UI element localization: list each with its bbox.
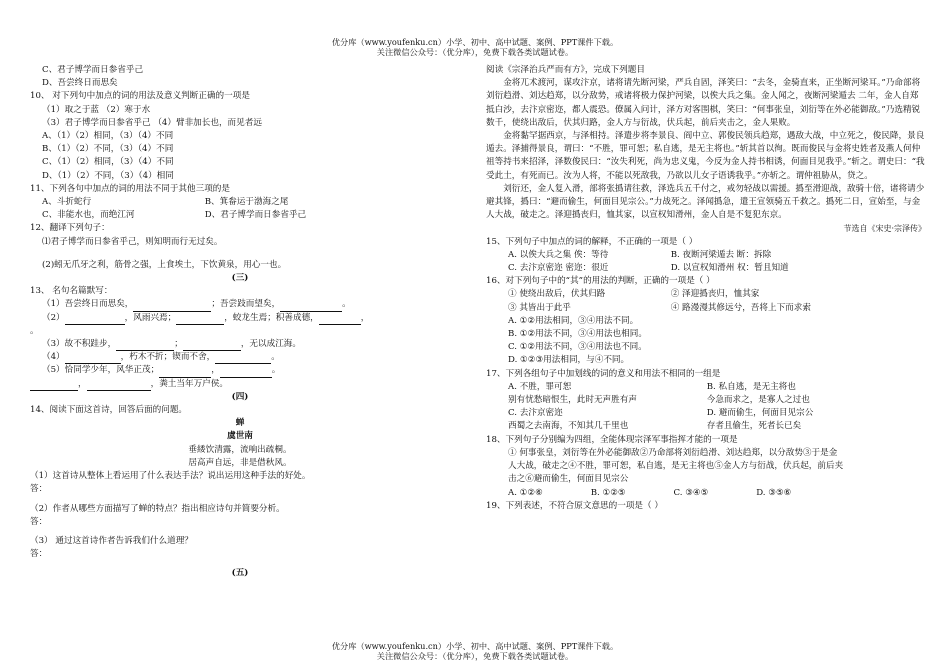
- q12-sentence-2: (2)蚓无爪牙之利，筋骨之强，上食埃土，下饮黄泉，用心一也。: [42, 259, 287, 270]
- q17-option-c: C. 去汴京密迩: [508, 408, 563, 419]
- q17-option-d-pair: 存者且偷生，死者长已矣: [706, 421, 802, 432]
- q18-option-a: A. ①②⑥: [508, 487, 543, 498]
- question-19: 19、下列表述，不符合原文意思的一项是（ ）: [486, 500, 663, 511]
- poem-line-2: 居高声自远，非是借秋风。: [188, 457, 292, 468]
- q13-2-blank-1[interactable]: [65, 315, 125, 325]
- q13-1-text-b: ；吾尝跂而望矣，: [211, 299, 281, 310]
- q13-5-blank-3[interactable]: [30, 381, 78, 391]
- q16-item-1: ① 使绕出敌后，伏其归路: [508, 289, 606, 300]
- q10-option-a: A、（1）（2）相同，（3）（4）不同: [42, 131, 174, 142]
- q16-item-4: ④ 路漫漫其修远兮，吾将上下而求索: [670, 302, 811, 313]
- q15-option-b: B. 夜断河梁遁去 断：拆除: [670, 249, 772, 260]
- section-4-heading: (四): [231, 391, 249, 402]
- question-16: 16、对下列句子中的“其”的用法的判断，正确的一项是（ ）: [486, 276, 715, 287]
- q11-option-b: B、箕畚运于渤海之尾: [204, 197, 289, 208]
- passage-paragraph-1: 金将兀术渡河，谋攻汴京，诸将请先断河梁，严兵自固，泽笑曰：“去冬，金骑直来，正坐断河梁耳。”乃命部将刘衍趋滑、刘达趋郑，以分敌势，戒诸将极力保护河梁，以俟大兵之集。金人闻之，夜断河梁遁去 二年，金人自郑抵白沙，去汴京密迩，都人震恐。僚属入问计，泽方对客围棋，笑曰：“何事张皇，刘衍等在外必能御敌。”乃选精锐数千，使绕出敌后，伏其归路，金人方与衍战，伏兵起，前后夹击之，金人果败。: [486, 78, 921, 128]
- q10-item-1: （1）取之于蓝 （2）寒于水: [42, 104, 151, 115]
- footer-line-2: 关注微信公众号：（优分库），免费下载各类试题试卷。: [376, 651, 574, 661]
- q13-5-blank-1[interactable]: [159, 368, 211, 378]
- q17-option-a: A. 不胜，罪可恕: [508, 381, 572, 392]
- option-c: C、君子博学而日参省乎己: [42, 65, 144, 75]
- q13-5-text-d: ，: [78, 378, 87, 389]
- left-column: [30, 64, 450, 581]
- q13-5-text-e: ，粪土当年万户侯。: [150, 378, 228, 389]
- q13-2-blank-3[interactable]: [319, 315, 361, 325]
- question-12: 12、翻译下列句子：: [30, 223, 110, 234]
- passage-intro: 阅读《宗泽治兵严而有方》，完成下列题目: [486, 65, 645, 75]
- q12-sentence-1: ⑴君子博学而日参省乎己，则知明而行无过矣。: [42, 236, 223, 247]
- q16-item-2: ② 泽迎撝丧归，恤其家: [670, 289, 760, 300]
- q13-4-blank-1[interactable]: [65, 354, 121, 364]
- q18-text-line-2: 人大战，破走之④不胜，罪可恕，私自逃，是无主将也⑤金人方与衍战，伏兵起，前后夹: [508, 461, 844, 472]
- q13-5-text-b: ，: [211, 365, 220, 376]
- q14-sub-3: （3） 通过这首诗作者告诉我们什么道理？: [30, 535, 193, 546]
- q13-3-text-c: ，无以成江海。: [240, 339, 301, 350]
- footer-line-1: 优分库（www.youfenku.cn）小学、初中、高中试题、案例、PPT课件下载。: [331, 641, 619, 651]
- q11-option-a: A、斗折蛇行: [42, 197, 92, 208]
- q14-answer-1: 答：: [30, 484, 48, 495]
- q13-2-text-a: （2）: [42, 312, 65, 323]
- q17-option-d: D. 避而偷生，何面目见宗公: [706, 408, 814, 419]
- q15-option-d: D. 以宣权知滑州 权：暂且知道: [670, 263, 789, 274]
- q16-option-a: A. ①②用法相同，③④用法不同。: [508, 315, 639, 326]
- q13-2-text-d: ，: [360, 312, 370, 323]
- section-3-heading: (三): [231, 273, 249, 284]
- q10-option-b: B、（1）（2）不同，（3）（4）不同: [42, 144, 174, 155]
- q16-option-c: C. ①②用法不同，③④用法也不同。: [508, 342, 647, 353]
- header-line-2: 关注微信公众号：（优分库），免费下载各类试题试卷。: [376, 47, 574, 57]
- q10-option-d: D、（1）（2）不同，（3）（4）相同: [42, 170, 174, 181]
- q13-2-text-c: ，蛟龙生焉；积善成德，: [224, 312, 319, 323]
- passage-paragraph-2: 金将黏罕据西京，与泽相持。泽遣步将李景良、阎中立、郭俊民领兵趋郑，遇敌大战，中立死之，俊民降，景良遁去。泽捕得景良，谓曰：“不胜，罪可恕；私自逃，是无主将也。”斩其首以徇。既而俊民与金将史姓者及燕人何仲祖等持书来招泽，泽数俊民曰：“汝失利死，尚为忠义鬼，今反为金人持书相诱，何面目见我乎。”斩之。谓史曰：“我受此土，有死而已。汝为人将，不能以死敌我，乃欲以儿女子语诱我乎。”亦斩之。谓仲祖胁从，贷之。: [486, 131, 925, 181]
- q11-option-d: D、君子博学而日参省乎己: [204, 210, 307, 221]
- page-footer: [0, 641, 950, 661]
- q13-3-blank-2[interactable]: [183, 341, 241, 351]
- right-column: [486, 64, 926, 513]
- q14-sub-1: （1）这首诗从整体上看运用了什么表达手法？说出运用这种手法的好处。: [30, 471, 311, 482]
- page-header: [0, 37, 950, 57]
- q13-1-blank-2[interactable]: [280, 302, 342, 312]
- q13-1-text-a: （1）吾尝终日而思矣，: [42, 299, 134, 310]
- q18-text-line-1: ① 何事张皇，刘衍等在外必能御敌②乃命部将刘衍趋滑、刘达趋郑，以分敌势③于是金: [508, 447, 838, 458]
- q14-sub-2: （2）作者从哪些方面描写了蝉的特点？指出相应诗句并简要分析。: [30, 503, 285, 514]
- q13-4-text-b: ，朽木不折；锲而不舍，: [120, 352, 216, 363]
- q17-option-a-pair: 别有忧愁暗恨生，此时无声胜有声: [508, 395, 637, 406]
- section-5-heading: (五): [231, 568, 249, 579]
- poem-line-1: 垂緌饮清露，流响出疏桐。: [188, 444, 292, 455]
- q18-option-d: D. ③⑤⑥: [756, 487, 792, 498]
- q13-4-text-a: （4）: [42, 352, 65, 363]
- question-15: 15、下列句子中加点的词的解释，不正确的一项是（ ）: [486, 236, 698, 247]
- q14-answer-3: 答：: [30, 549, 48, 560]
- q17-option-b-pair: 今急而求之，是寡人之过也: [706, 395, 810, 406]
- passage-paragraph-3: 刘衍还，金人复入滑，部将张撝请往救，泽选兵五千付之，戒勿轻战以需援。撝至滑迎战，敌骑十倍，诸将请少避其锋，撝曰：“避而偷生，何面目见宗公。”力战死之。泽闻撝急，遣王宣领骑五千救之。撝死二日，宣始至，与金人大战，破走之。泽迎撝丧归，恤其家，以宣权知滑州，金人自是不复犯东京。: [486, 183, 925, 221]
- q13-2-text-e: 。: [30, 325, 39, 336]
- q13-2-blank-2[interactable]: [176, 315, 224, 325]
- option-d: D、吾尝终日而思矣: [42, 78, 118, 89]
- q13-4-blank-2[interactable]: [215, 354, 271, 364]
- poem-author: 虞世南: [227, 431, 253, 442]
- header-line-1: 优分库（www.youfenku.cn）小学、初中、高中试题、案例、PPT课件下载。: [331, 37, 619, 47]
- q17-option-c-pair: 西蜀之去南海，不知其几千里也: [508, 421, 629, 432]
- question-10: 10、 对下列句中加点的词的用法及意义判断正确的一项是: [30, 91, 250, 102]
- q13-5-text-a: （5）恰同学少年，风华正茂；: [42, 365, 160, 376]
- question-11: 11、下列各句中加点的词的用法不同于其他三项的是: [30, 183, 230, 194]
- question-17: 17、下列各组句子中加划线的词的意义和用法不相同的一组是: [486, 368, 721, 379]
- poem-title: 蝉: [235, 418, 245, 429]
- question-13: 13、 名句名篇默写：: [30, 286, 113, 297]
- question-14: 14、阅读下面这首诗，回答后面的问题。: [30, 405, 188, 416]
- q17-option-b: B. 私自逃，是无主将也: [706, 381, 796, 392]
- passage-source: 节选自《宋史·宗泽传》: [843, 224, 926, 234]
- q13-3-text-a: （3）故不积跬步，: [42, 339, 117, 350]
- q15-option-c: C. 去汴京密迩 密迩：很近: [508, 263, 609, 274]
- q18-option-b: B. ①②⑤: [590, 487, 626, 498]
- q13-5-blank-4[interactable]: [87, 381, 151, 391]
- q18-text-line-3: 击之⑥避而偷生，何面目见宗公: [508, 474, 629, 485]
- q11-option-c: C、非能水也，而绝江河: [42, 210, 135, 221]
- q18-option-c: C. ③④⑤: [673, 487, 709, 498]
- q13-1-blank-1[interactable]: [133, 302, 211, 312]
- q13-1-text-c: 。: [342, 299, 351, 310]
- q10-option-c: C、（1）（2）相同，（3）（4）不同: [42, 157, 174, 168]
- q15-option-a: A. 以俟大兵之集 俟：等待: [508, 249, 609, 260]
- q16-option-d: D. ①②③用法相同，与④不同。: [508, 355, 630, 366]
- q16-item-3: ③ 其皆出于此乎: [508, 302, 571, 313]
- q13-5-text-c: 。: [271, 365, 281, 376]
- q13-2-text-b: ，风雨兴焉；: [124, 312, 177, 323]
- question-18: 18、下列句子分别编为四组，全能体现宗泽军事指挥才能的一项是: [486, 434, 738, 445]
- q10-item-2: （3）君子博学而日参省乎己 （4）臂非加长也，而见者远: [42, 117, 262, 128]
- q13-3-blank-1[interactable]: [116, 341, 174, 351]
- q13-5-blank-2[interactable]: [220, 368, 272, 378]
- q13-4-text-c: 。: [271, 352, 280, 363]
- q16-option-b: B. ①②用法不同，③④用法也相同。: [508, 329, 647, 340]
- q14-answer-2: 答：: [30, 516, 48, 527]
- q13-3-text-b: ；: [174, 339, 183, 350]
